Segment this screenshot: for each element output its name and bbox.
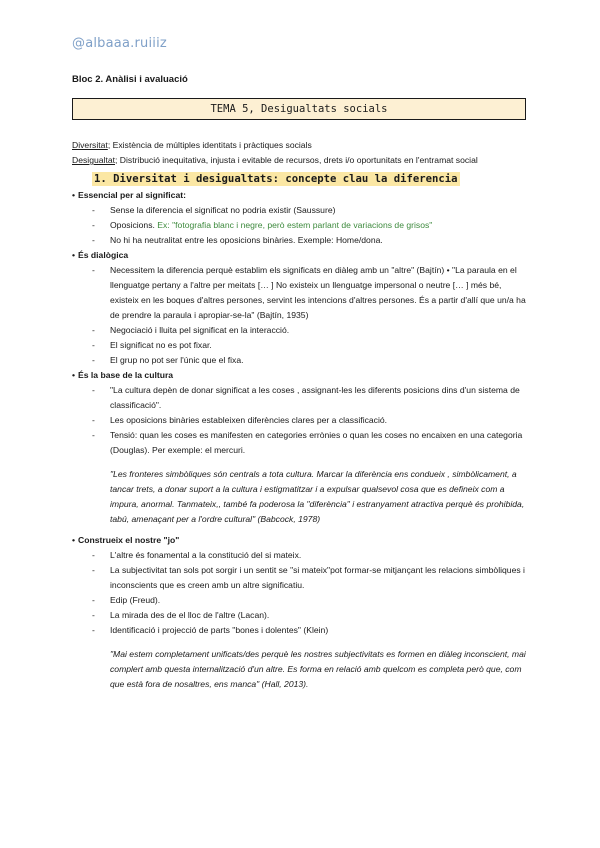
list-item: - Necessitem la diferencia perquè establim els significats en diàleg amb un "altre" (Bajtín) • "La paraula en el llenguatge pertany a l'altre per meitats [… ] No existeix un llenguatge impersonal o neutre [… ] més bé, existeix en les boques d'altres persones, servint les intencions d'altres persones. És a partir d'allí que un/a ha de prendre la paraula i apropiar-se-la" (Bajtín, 1935) [72, 263, 532, 323]
list-item: - "La cultura depèn de donar significat a les coses , assignant-les les diferents posicions dins d'un sistema de classificació". [72, 383, 532, 413]
bullet-cultura: • És la base de la cultura [72, 368, 532, 383]
block-title: Bloc 2. Anàlisi i avaluació [72, 74, 188, 85]
list-item: - Negociació i lluita pel significat en la interacció. [72, 323, 532, 338]
tema-title: TEMA 5, Desigualtats socials [210, 103, 388, 115]
list-item: - Tensió: quan les coses es manifesten en categories errònies o quan les coses no encaixen en una categoria (Douglas). Per exemple: el mercuri. [72, 428, 532, 458]
list-item: - No hi ha neutralitat entre les oposicions binàries. Exemple: Home/dona. [72, 233, 532, 248]
content [72, 138, 532, 698]
list-item: - Edip (Freud). [72, 593, 532, 608]
bullet-jo: • Construeix el nostre "jo" [72, 533, 532, 548]
list-essencial [72, 203, 532, 248]
definition-diversitat: Diversitat; Existència de múltiples identitats i pràctiques socials [72, 140, 312, 150]
list-item: - La mirada des de el lloc de l'altre (Lacan). [72, 608, 532, 623]
definition-desigualtat: Desigualtat; Distribució inequitativa, injusta i evitable de recursos, drets i/o oportunitats en l'entramat social [72, 155, 478, 165]
bullet-dialogica: • És dialògica [72, 248, 532, 263]
quote-babcock: "Les fronteres simbòliques són centrals a tota cultura. Marcar la diferència ens condueix , simbòlicament, a tancar trets, a donar suport a la cultura i estigmatitzar i a expulsar qualsevol cosa que es defineix com a impura, anormal. Tanmateix,, també fa poderosa la "diferència" i estranyament atractiva perquè és prohibida, tabú, amenaçant per a l'ordre cultural" (Babcock, 1978) [110, 469, 525, 524]
section-heading: 1. Diversitat i desigualtats: concepte clau la diferencia [94, 173, 458, 185]
list-item: - Les oposicions binàries estableixen diferències clares per a classificació. [72, 413, 532, 428]
list-item: - El grup no pot ser l'únic que el fixa. [72, 353, 532, 368]
list-item: - L'altre és fonamental a la constitució del si mateix. [72, 548, 532, 563]
list-item: - Sense la diferencia el significat no podria existir (Saussure) [72, 203, 532, 218]
list-item: - Identificació i projecció de parts "bones i dolentes" (Klein) [72, 623, 532, 638]
list-jo [72, 548, 532, 638]
list-cultura [72, 383, 532, 458]
list-item: - La subjectivitat tan sols pot sorgir i un sentit se "si mateix"pot formar-se mitjançant les relacions simbòliques i inconscients que es creen amb un altre significatiu. [72, 563, 532, 593]
list-item: - Oposicions. Ex: "fotografia blanc i negre, però estem parlant de variacions de grisos" [72, 218, 532, 233]
bullet-essencial: • Essencial per al significat: [72, 188, 532, 203]
list-dialogica [72, 263, 532, 368]
green-example: Ex: "fotografia blanc i negre, però estem parlant de variacions de grisos" [157, 220, 433, 230]
quote-hall: "Mai estem completament unificats/des perquè les nostres subjectivitats es formen en diàleg inconscient, mai complert amb questa internalització d'un altre. Es forma en relació amb quelcom es completa però que, com que està fora de nosaltres, ens manca" (Hall, 2013). [110, 649, 526, 689]
list-item: - El significat no es pot fixar. [72, 338, 532, 353]
tema-title-box [72, 98, 526, 120]
watermark: @albaaa.ruiiiz [72, 36, 167, 51]
